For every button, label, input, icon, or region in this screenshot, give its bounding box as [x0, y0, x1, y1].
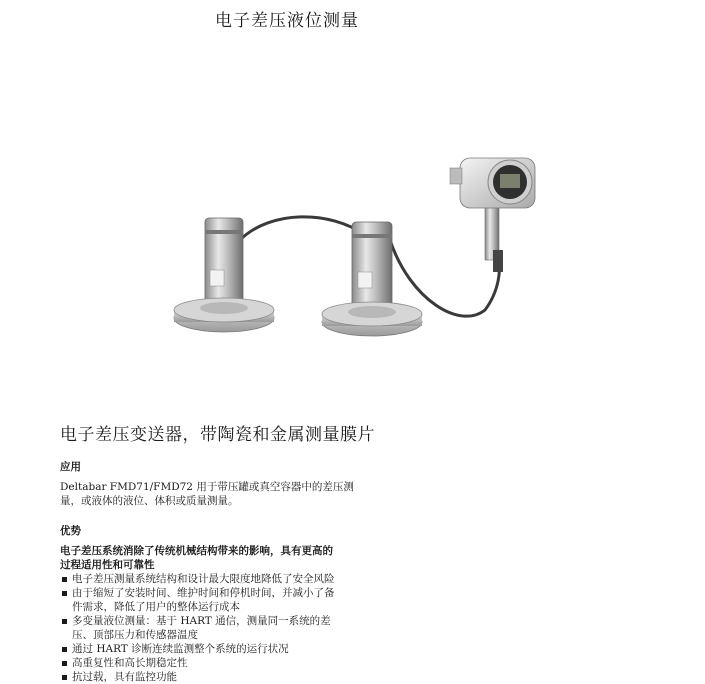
list-item	[60, 614, 360, 642]
list-item	[60, 572, 360, 586]
application-heading: 应用	[60, 461, 81, 473]
application-text-line: 量，或液体的液位、体积或质量测量。	[60, 495, 239, 507]
application-text-line: Deltabar FMD71/FMD72 用于带压罐或真空容器中的差压测	[60, 481, 354, 493]
advantages-intro-line: 电子差压系统消除了传统机械结构带来的影响，具有更高的	[60, 545, 333, 557]
list-item-line: 件需求，降低了用户的整体运行成本	[72, 601, 240, 613]
advantages-intro-line: 过程适用性和可靠性	[60, 559, 155, 571]
list-item-line: 抗过载，具有监控功能	[72, 671, 177, 683]
list-item	[60, 586, 360, 614]
product-illustration	[160, 140, 580, 360]
left-sensor	[174, 218, 274, 332]
application-text	[60, 480, 360, 508]
advantages-intro	[60, 544, 360, 572]
right-sensor	[322, 222, 422, 336]
list-item-line: 电子差压测量系统结构和设计最大限度地降低了安全风险	[72, 573, 335, 585]
advantages-section	[60, 524, 360, 684]
product-image	[160, 140, 580, 360]
list-item	[60, 656, 360, 670]
advantages-list	[60, 572, 360, 684]
transmitter-head	[450, 158, 535, 272]
list-item-line: 通过 HART 诊断连续监测整个系统的运行状况	[72, 643, 289, 655]
advantages-heading: 优势	[60, 525, 81, 537]
list-item-line: 由于缩短了安装时间、维护时间和停机时间，并减小了备	[72, 587, 335, 599]
section-title: 电子差压变送器，带陶瓷和金属测量膜片	[60, 425, 375, 445]
list-item	[60, 670, 360, 684]
application-section	[60, 460, 360, 508]
list-item-line: 多变量液位测量：基于 HART 通信，测量同一系统的差	[72, 615, 331, 627]
list-item-line: 压、顶部压力和传感器温度	[72, 629, 198, 641]
list-item	[60, 642, 360, 656]
page-title: 电子差压液位测量	[215, 11, 359, 31]
list-item-line: 高重复性和高长期稳定性	[72, 657, 188, 669]
